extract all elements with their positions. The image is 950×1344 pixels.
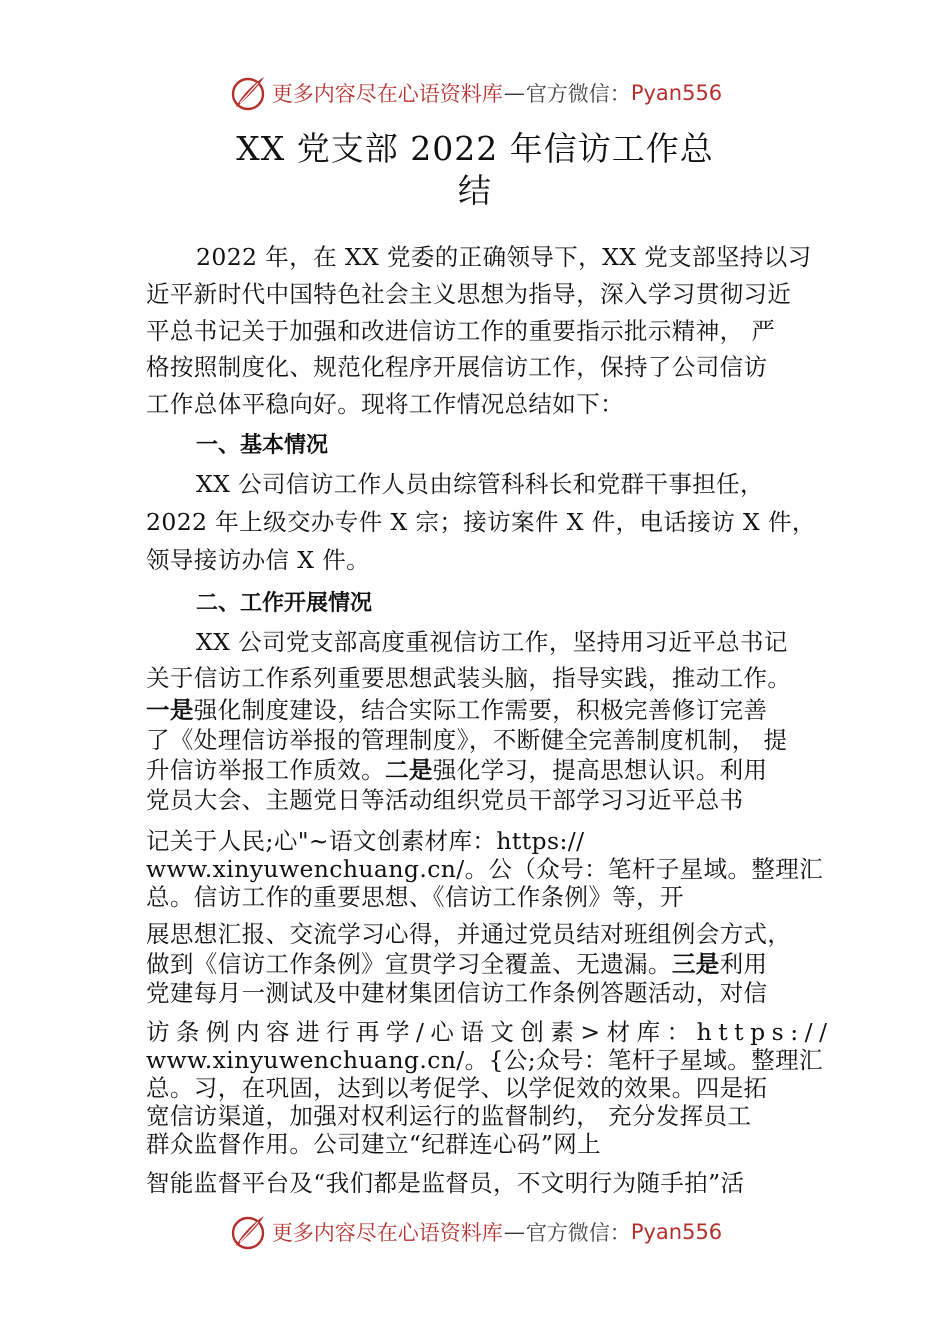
- body-line: XX 公司党支部高度重视信访工作，坚持用习近平总书记: [196, 628, 788, 656]
- body-line: [146, 754, 767, 786]
- body-line: 2022 年上级交办专件 X 宗；接访案件 X 件，电话接访 X 件，: [146, 508, 816, 536]
- body-line: www.xinyuwenchuang.cn/。{公;众号：笔杆子星域。整理汇: [146, 1046, 823, 1074]
- line-text: 利用: [719, 950, 768, 978]
- watermark-footer: [0, 1207, 950, 1257]
- body-line: [146, 694, 767, 726]
- lead-label-second: 二是: [385, 756, 433, 784]
- section-heading-work: 二、工作开展情况: [196, 591, 373, 616]
- body-line: 领导接访办信 X 件。: [146, 546, 371, 574]
- title-line-1: XX 党支部 2022 年信访工作总: [236, 129, 714, 168]
- body-line: 访条例内容进行再学/心语文创素>材库：https://: [146, 1018, 834, 1046]
- body-line: 平总书记关于加强和改进信访工作的重要指示批示精神， 严: [146, 317, 776, 345]
- line-text: 升信访举报工作质效。: [146, 756, 385, 784]
- body-line: [146, 948, 767, 980]
- body-line: 近平新时代中国特色社会主义思想为指导，深入学习贯彻习近: [146, 280, 792, 308]
- watermark-id: Pyan556: [630, 1220, 723, 1244]
- body-line: 总。习，在巩固，达到以考促学、以学促效的效果。四是拓: [146, 1074, 768, 1102]
- watermark-header: [0, 68, 950, 118]
- watermark-note: 官方微信：: [525, 82, 631, 106]
- body-line: 群众监督作用。公司建立“纪群连心码”网上: [146, 1130, 602, 1158]
- body-line: XX 公司信访工作人员由综管科科长和党群干事担任，: [196, 470, 764, 498]
- body-line: 党员大会、主题党日等活动组织党员干部学习习近平总书: [146, 786, 744, 814]
- watermark-id: Pyan556: [630, 81, 723, 105]
- body-line: 宽信访渠道，加强对权利运行的监督制约， 充分发挥员工: [146, 1102, 752, 1130]
- title-line-2: 结: [458, 171, 492, 210]
- watermark-text: 更多内容尽在心语资料库: [271, 1221, 503, 1245]
- section-heading-basic: 一、基本情况: [196, 433, 329, 458]
- line-text: 强化学习，提高思想认识。利用: [432, 756, 768, 784]
- line-text: 强化制度建设，结合实际工作需要，积极完善修订完善: [193, 696, 768, 724]
- feather-logo-icon: [228, 1212, 268, 1252]
- watermark-note: 官方微信：: [525, 1221, 631, 1245]
- body-line: 展思想汇报、交流学习心得，并通过党员结对班组例会方式，: [146, 920, 792, 948]
- watermark-separator: —: [503, 1220, 525, 1244]
- body-line: 智能监督平台及“我们都是监督员，不文明行为随手拍”活: [146, 1169, 745, 1197]
- watermark-separator: —: [503, 81, 525, 105]
- watermark-text: 更多内容尽在心语资料库: [271, 82, 503, 106]
- line-text: 做到《信访工作条例》宣贯学习全覆盖、无遗漏。: [146, 950, 672, 978]
- body-line: 关于信访工作系列重要思想武装头脑，指导实践，推动工作。: [146, 664, 792, 692]
- body-line: 党建每月一测试及中建材集团信访工作条例答题活动，对信: [146, 979, 768, 1007]
- body-line: 2022 年，在 XX 党委的正确领导下，XX 党支部坚持以习: [196, 243, 812, 271]
- body-line: 总。信访工作的重要思想、《信访工作条例》等，开: [146, 883, 684, 911]
- lead-label-third: 三是: [671, 950, 720, 978]
- body-line: 格按照制度化、规范化程序开展信访工作，保持了公司信访: [146, 353, 768, 381]
- document-title: [150, 128, 800, 212]
- body-line: www.xinyuwenchuang.cn/。公（众号：笔杆子星域。整理汇: [146, 855, 824, 883]
- body-line: 工作总体平稳向好。现将工作情况总结如下：: [146, 390, 624, 418]
- body-line: 记关于人民;心"~语文创素材库：https://: [146, 827, 585, 855]
- lead-label-first: 一是: [146, 696, 194, 724]
- feather-logo-icon: [228, 73, 268, 113]
- body-line: 了《处理信访举报的管理制度》，不断健全完善制度机制， 提: [146, 726, 788, 754]
